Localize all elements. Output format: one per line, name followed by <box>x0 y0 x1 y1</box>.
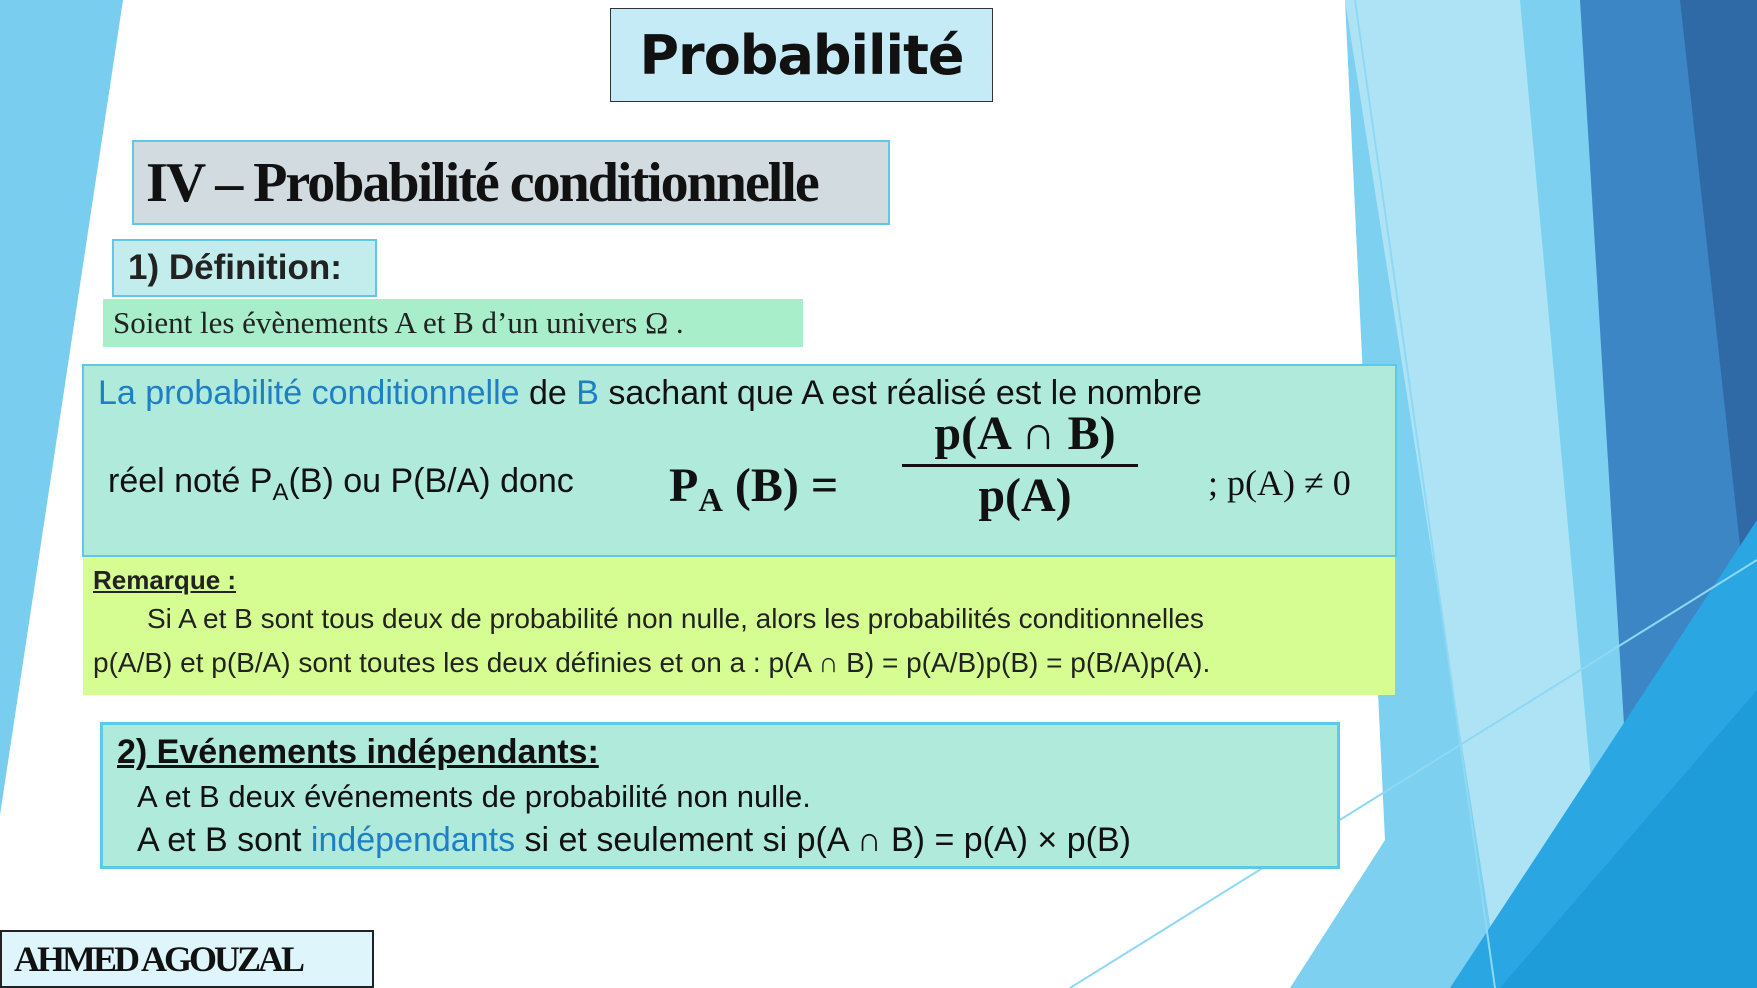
independent-events-box <box>100 722 1340 869</box>
independent-line-2-prefix: A et B sont <box>137 821 311 859</box>
section-title: IV – Probabilité conditionnelle <box>132 140 890 225</box>
term-conditional-probability: La probabilité conditionnelle <box>98 374 520 412</box>
definition-de: de <box>519 374 577 412</box>
remark-line-2: p(A/B) et p(B/A) sont toutes les deux définies et on a : p(A ∩ B) = p(A/B)p(B) = p(B/A)p(A). <box>93 647 1211 678</box>
slide-title: Probabilité <box>610 8 993 102</box>
definition-box <box>82 364 1397 557</box>
notation-suffix: (B) ou P(B/A) donc <box>288 462 574 500</box>
formula-denominator: p(A) <box>978 469 1072 522</box>
intro-line: Soient les évènements A et B d’un univers Ω . <box>103 299 803 347</box>
formula-condition: ; p(A) ≠ 0 <box>1208 463 1351 503</box>
independent-line-1: A et B deux événements de probabilité non nulle. <box>137 779 811 814</box>
remark-box <box>83 557 1395 695</box>
author-label: AHMED AGOUZAL <box>0 930 374 988</box>
definition-heading: 1) Définition: <box>112 239 377 297</box>
remark-title: Remarque : <box>93 565 237 595</box>
fraction-bar <box>902 464 1138 467</box>
independent-line-2-suffix: si et seulement si p(A ∩ B) = p(A) × p(B) <box>515 821 1131 859</box>
notation-prefix: réel noté P <box>108 462 273 500</box>
notation-subscript: A <box>272 478 289 506</box>
formula-numerator: p(A ∩ B) <box>934 407 1116 460</box>
formula-lhs <box>669 458 839 519</box>
formula-subscript: A <box>698 482 723 519</box>
definition-line-1-rest: sachant que A est réalisé est le nombre <box>598 374 1202 412</box>
event-b-label: B <box>576 374 599 412</box>
remark-line-1: Si A et B sont tous deux de probabilité non nulle, alors les probabilités conditionnelles <box>147 603 1204 634</box>
definition-line-2 <box>108 462 574 507</box>
independent-line-2 <box>137 821 1131 860</box>
formula-lhs-rest: (B) = <box>722 459 839 512</box>
term-independent: indépendants <box>310 821 516 859</box>
formula-p: P <box>669 459 699 512</box>
independent-events-title: 2) Evénements indépendants: <box>117 733 599 771</box>
